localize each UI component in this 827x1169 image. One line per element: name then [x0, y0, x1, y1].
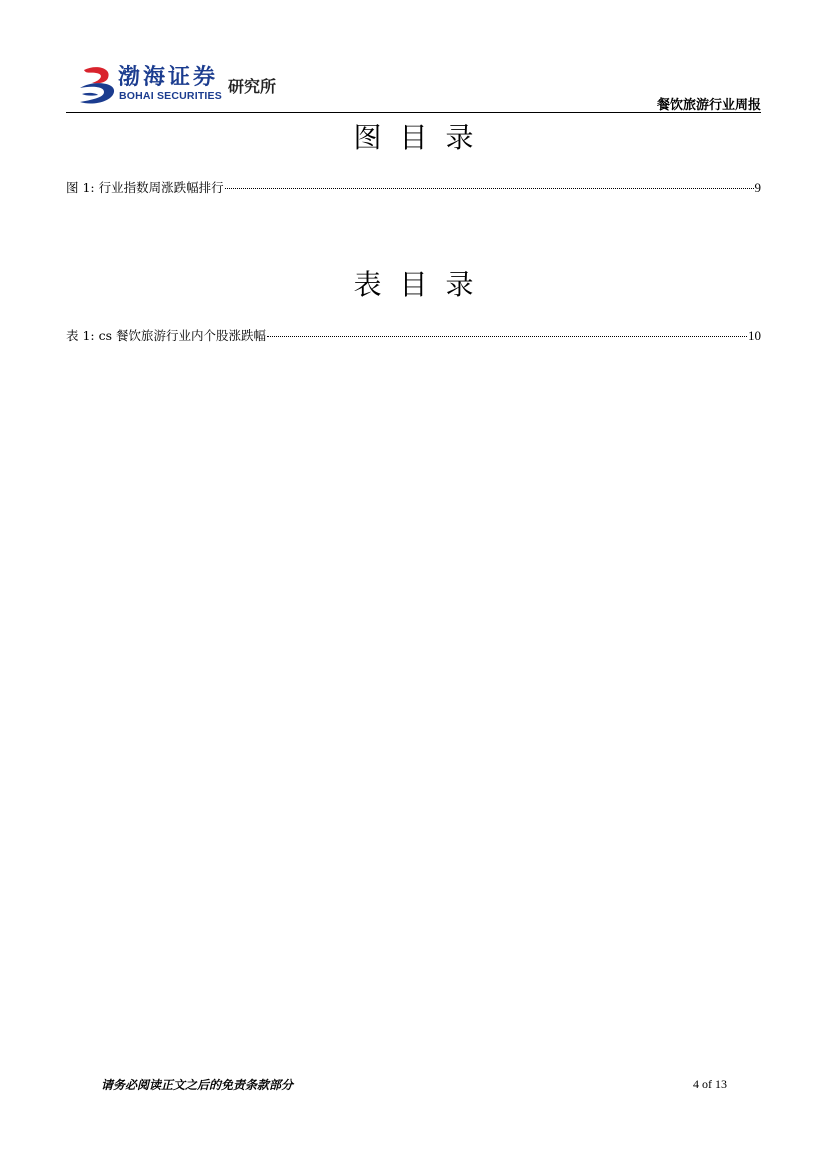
table-toc-entry-label: 表 1: cs 餐饮旅游行业内个股涨跌幅	[66, 328, 267, 343]
toc-leader-dots	[267, 336, 747, 337]
footer-page-indicator: 4 of 13	[693, 1077, 727, 1091]
header-divider	[66, 112, 761, 113]
table-toc-entry-page: 10	[748, 328, 761, 343]
table-toc-entry[interactable]	[66, 326, 761, 344]
logo-institute: 研究所	[228, 77, 277, 96]
footer-disclaimer: 请务必阅读正文之后的免责条款部分	[101, 1078, 294, 1092]
table-toc-heading: 表目录	[353, 268, 492, 301]
logo-name-en: BOHAI SECURITIES	[119, 90, 222, 102]
toc-leader-dots	[225, 188, 754, 189]
figure-toc-entry-page: 9	[754, 180, 761, 195]
figure-toc-entry-label: 图 1: 行业指数周涨跌幅排行	[66, 180, 224, 195]
report-type: 餐饮旅游行业周报	[656, 98, 761, 113]
bohai-logo	[78, 64, 298, 108]
figure-toc-entry[interactable]	[66, 178, 761, 196]
bohai-logo-icon	[78, 64, 118, 106]
logo-name-cn: 渤海证券	[118, 64, 219, 90]
figure-toc-heading: 图目录	[353, 121, 492, 154]
